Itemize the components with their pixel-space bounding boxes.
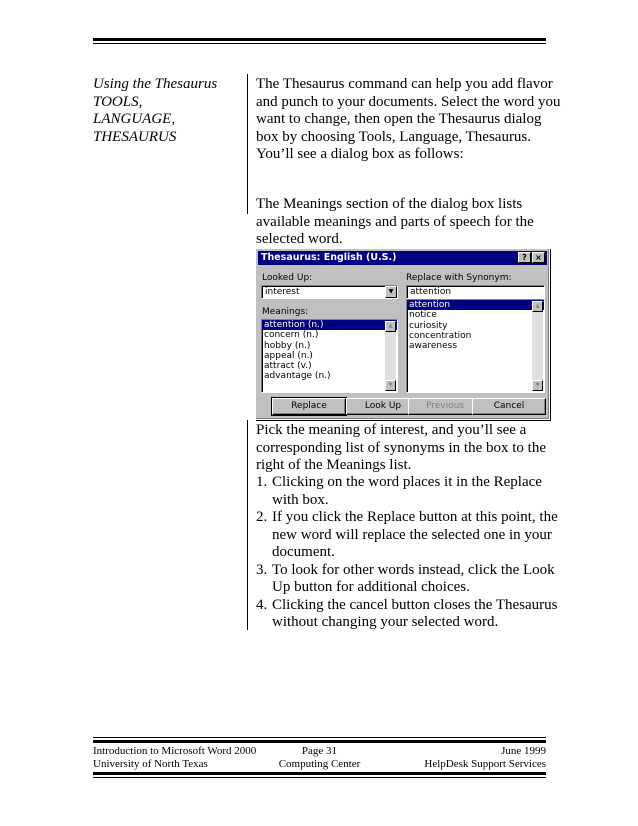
steps-list (256, 474, 566, 632)
scroll-down-icon[interactable]: ▼ (532, 380, 543, 391)
looked-up-field[interactable] (261, 285, 398, 299)
meaning-item[interactable]: attention (n.) (262, 320, 397, 330)
close-icon[interactable]: × (532, 252, 545, 263)
looked-up-label: Looked Up: (262, 273, 313, 283)
footer-page: Page 31 (301, 745, 338, 757)
header-rule-thin (93, 43, 546, 44)
footer-bottom-rule-thin (93, 777, 546, 778)
synonym-item[interactable]: awareness (409, 341, 458, 352)
meaning-item[interactable]: advantage (n.) (264, 371, 331, 382)
intro-paragraph: The Thesaurus command can help you add flavor and punch to your documents. Select the word you want to change, then open the Thesaurus dialog box by choosing Tools, Language, Thesaurus. You’ll see a dialog box as follows: (256, 76, 561, 162)
synonym-item[interactable]: concentration (409, 330, 472, 341)
replace-button[interactable]: Replace (272, 398, 346, 415)
meaning-item[interactable]: appeal (n.) (264, 350, 313, 361)
footer-rule-thin (93, 737, 546, 738)
synonyms-scrollbar[interactable] (532, 301, 543, 391)
footer-university: University of North Texas (93, 758, 208, 770)
footer-bottom-rule-thick (93, 772, 546, 775)
synonym-item[interactable]: notice (409, 310, 437, 321)
list-item (256, 474, 566, 509)
section-divider (247, 420, 248, 630)
replace-with-value: attention (410, 287, 452, 297)
step-text: Clicking the cancel button closes the Thesaurus without changing your selected word. (272, 596, 558, 630)
sidebar-line: TOOLS, (93, 93, 143, 110)
sidebar-heading (93, 76, 243, 146)
meanings-list[interactable] (261, 319, 398, 393)
step-text: Clicking on the word places it in the Replace with box. (272, 474, 542, 508)
step-text: If you click the Replace button at this point, the new word will replace the selected one in your document. (272, 509, 558, 560)
scroll-up-icon[interactable]: ▲ (532, 301, 543, 312)
meanings-label: Meanings: (262, 307, 309, 317)
footer-dept: HelpDesk Support Services (424, 758, 546, 770)
step-number: 4. (256, 596, 268, 613)
footer-course: Introduction to Microsoft Word 2000 (93, 745, 257, 757)
meanings-paragraph: The Meanings section of the dialog box lists available meanings and parts of speech for the selected word. (256, 196, 534, 247)
footer-line-2 (93, 758, 546, 772)
meanings-scrollbar[interactable] (385, 321, 396, 391)
sidebar-line: THESAURUS (93, 128, 177, 145)
synonym-item[interactable]: curiosity (409, 320, 448, 331)
footer-rule-thick (93, 740, 546, 743)
section-divider (247, 74, 248, 214)
footer-center: Computing Center (278, 758, 361, 770)
header-rule-thick (93, 38, 546, 41)
chevron-down-icon[interactable]: ▼ (385, 286, 397, 298)
step-number: 2. (256, 509, 268, 525)
footer-line-1 (93, 745, 546, 759)
footer-date: June 1999 (501, 745, 546, 757)
sidebar-title: Using the Thesaurus (93, 76, 218, 92)
step-number: 3. (256, 561, 268, 578)
list-item (256, 509, 566, 562)
thesaurus-dialog (255, 248, 550, 420)
look-up-button[interactable]: Look Up (346, 398, 420, 415)
replace-with-field[interactable] (406, 285, 545, 299)
step-text: To look for other words instead, click the Look Up button for additional choices. (272, 561, 555, 595)
cancel-button[interactable]: Cancel (472, 398, 546, 415)
meaning-item[interactable]: hobby (n.) (264, 340, 311, 351)
help-icon[interactable]: ? (518, 252, 531, 263)
looked-up-value: interest (265, 287, 300, 297)
meaning-item[interactable]: concern (n.) (264, 330, 319, 341)
list-item (256, 597, 566, 632)
replace-with-label: Replace with Synonym: (406, 273, 512, 283)
scroll-down-icon[interactable]: ▼ (385, 380, 396, 391)
meaning-item[interactable]: attract (v.) (264, 361, 312, 372)
pick-paragraph: Pick the meaning of interest, and you’ll see a corresponding list of synonyms in the box to the right of the Meanings list. (256, 422, 546, 473)
list-item (256, 562, 566, 597)
synonym-item[interactable]: attention (407, 300, 544, 310)
dialog-titlebar (258, 251, 547, 265)
scroll-up-icon[interactable]: ▲ (385, 321, 396, 332)
synonyms-list[interactable] (406, 299, 545, 393)
step-number: 1. (256, 474, 268, 490)
dialog-title: Thesaurus: English (U.S.) (261, 252, 397, 263)
sidebar-line: LANGUAGE, (93, 111, 176, 127)
previous-button[interactable]: Previous (408, 398, 482, 415)
